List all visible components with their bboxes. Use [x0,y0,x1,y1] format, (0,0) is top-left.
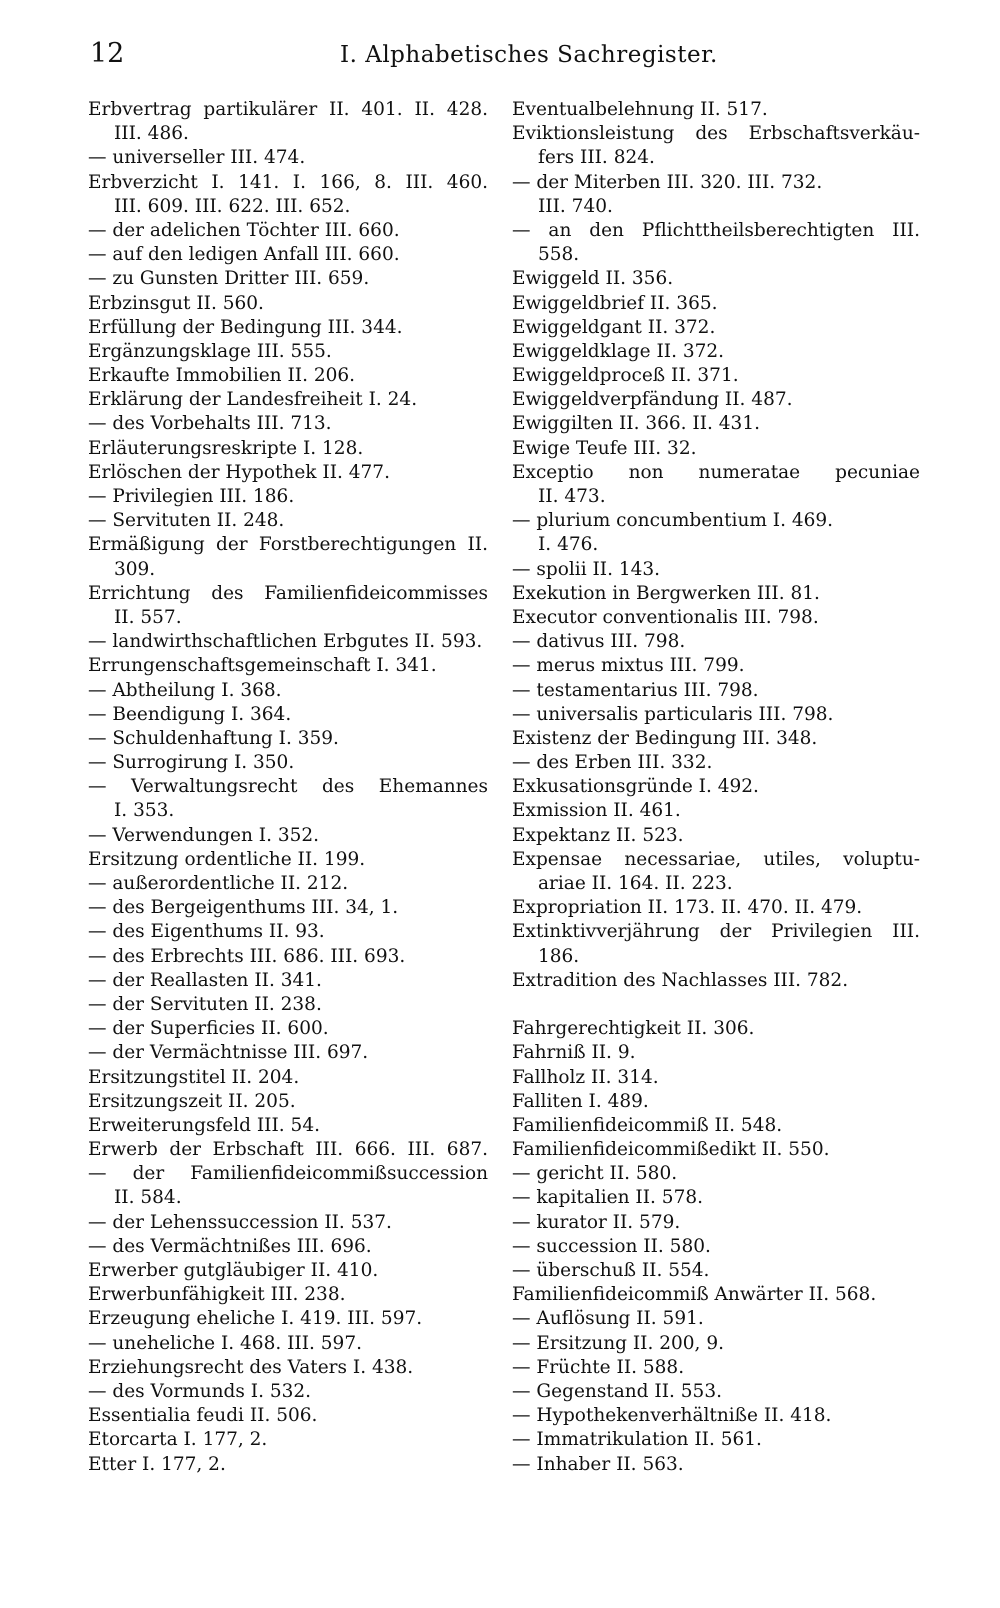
index-line: — des Eigenthums II. 93. [88,921,325,943]
index-line: Falliten I. 489. [512,1090,649,1112]
index-line: — des Bergeigenthums III. 34, 1. [88,897,399,919]
index-column-right [512,98,920,1477]
index-line: Ersitzung ordentliche II. 199. [88,848,366,870]
index-line: Exceptio non numeratae pecuniae [512,461,920,483]
index-line: 309. [114,558,156,580]
index-line: Ewiggeldverpfändung II. 487. [512,389,793,411]
index-line: Ermäßigung der Forstberechtigungen II. [88,534,488,556]
index-line: fers III. 824. [538,147,655,169]
index-line: — kapitalien II. 578. [512,1187,703,1209]
index-line: — Verwendungen I. 352. [88,824,320,846]
index-line: Erbvertrag partikulärer II. 401. II. 428. [88,99,488,120]
index-line: — Beendigung I. 364. [88,703,292,725]
index-line: — testamentarius III. 798. [512,679,759,701]
index-line: Ersitzungszeit II. 205. [88,1090,296,1112]
index-line: — der Reallasten II. 341. [88,969,322,991]
index-line: Erwerber gutgläubiger II. 410. [88,1260,379,1281]
index-line: II. 557. [114,606,182,628]
index-line: — succession II. 580. [512,1235,711,1257]
index-line: 558. [538,244,580,266]
running-title: I. Alphabetisches Sachregister. [340,42,718,68]
index-line: — des Vorbehalts III. 713. [88,413,332,435]
index-line: — auf den ledigen Anfall III. 660. [88,244,400,266]
index-line: — Inhaber II. 563. [512,1453,684,1475]
index-line: Etter I. 177, 2. [88,1453,226,1475]
index-line: Erlöschen der Hypothek II. 477. [88,461,390,483]
index-line: — des Erbrechts III. 686. III. 693. [88,945,406,967]
index-line: — merus mixtus III. 799. [512,655,745,677]
index-line: — der Lehenssuccession II. 537. [88,1211,392,1233]
index-line: — Immatrikulation II. 561. [512,1429,762,1451]
index-line: — universalis particularis III. 798. [512,703,834,725]
index-line: Erweiterungsfeld III. 54. [88,1114,320,1136]
index-line: — Verwaltungsrecht des Ehemannes [88,776,488,798]
index-line: Erwerb der Erbschaft III. 666. III. 687. [88,1139,488,1161]
index-line: Erwerbunfähigkeit III. 238. [88,1284,346,1306]
index-line: — des Vermächtnißes III. 696. [88,1235,372,1257]
index-line: I. 476. [538,534,599,556]
index-line: Ersitzungstitel II. 204. [88,1066,300,1088]
index-line: — der Servituten II. 238. [88,993,322,1015]
index-line: — zu Gunsten Dritter III. 659. [88,268,370,290]
index-line: — der adelichen Töchter III. 660. [88,219,400,241]
index-line: II. 584. [114,1187,182,1209]
page-header [0,38,1000,86]
index-line: — der Familienfideicommißsuccession [88,1163,488,1185]
index-line: Expropriation II. 173. II. 470. II. 479. [512,897,863,919]
index-line: — der Vermächtnisse III. 697. [88,1042,369,1064]
index-line: Familienfideicommißedikt II. 550. [512,1139,830,1161]
index-line: Ewiggeldklage II. 372. [512,340,725,362]
index-line: Ewiggeld II. 356. [512,268,674,290]
index-line: III. 609. III. 622. III. 652. [114,195,351,217]
index-line: — der Superficies II. 600. [88,1018,329,1040]
index-line: Exmission II. 461. [512,800,681,822]
index-line: Erklärung der Landesfreiheit I. 24. [88,389,418,411]
index-line: — uneheliche I. 468. III. 597. [88,1332,362,1354]
index-line: Erziehungsrecht des Vaters I. 438. [88,1356,414,1378]
index-line: — des Vormunds I. 532. [88,1380,312,1402]
index-line: — Ersitzung II. 200, 9. [512,1332,724,1354]
index-line: Familienfideicommiß II. 548. [512,1114,783,1136]
index-line: Fahrniß II. 9. [512,1042,636,1064]
index-line: 186. [538,945,580,967]
index-line: — außerordentliche II. 212. [88,873,349,894]
index-line: Erzeugung eheliche I. 419. III. 597. [88,1308,423,1330]
index-line: Errungenschaftsgemeinschaft I. 341. [88,655,437,677]
index-line: Executor conventionalis III. 798. [512,606,819,628]
index-line: — Privilegien III. 186. [88,486,295,507]
index-line: Ewiggeldgant II. 372. [512,316,716,338]
index-line: — dativus III. 798. [512,631,686,653]
index-line: — universeller III. 474. [88,147,306,169]
index-line: Exkusationsgründe I. 492. [512,776,759,798]
index-line: Erbzinsgut II. 560. [88,292,264,314]
index-line: Expensae necessariae, utiles, voluptu- [512,848,920,870]
index-line: — Hypothekenverhältniße II. 418. [512,1405,832,1427]
index-column-left [88,98,488,1477]
index-line: Ergänzungsklage III. 555. [88,340,332,362]
index-line: Essentialia feudi II. 506. [88,1405,318,1427]
index-line: Existenz der Bedingung III. 348. [512,727,818,749]
index-line: ariae II. 164. II. 223. [538,873,733,894]
index-line: — der Miterben III. 320. III. 732. [512,171,823,193]
index-line: — des Erben III. 332. [512,752,713,774]
index-line: — Früchte II. 588. [512,1356,685,1378]
index-line: Ewige Teufe III. 32. [512,437,697,459]
index-line: — kurator II. 579. [512,1211,681,1233]
index-line: — spolii II. 143. [512,558,661,580]
index-line: III. 486. [114,123,189,145]
index-line: Erkaufte Immobilien II. 206. [88,365,356,387]
index-line: I. 353. [114,800,175,822]
index-line: Fallholz II. 314. [512,1066,659,1088]
index-line: — Servituten II. 248. [88,510,285,532]
index-line: — Surrogirung I. 350. [88,752,295,774]
index-line: — plurium concumbentium I. 469. [512,510,834,532]
index-line: Extinktivverjährung der Privilegien III. [512,921,920,943]
index-line: — gericht II. 580. [512,1163,678,1185]
index-line: — an den Pflichttheilsberechtigten III. [512,219,920,241]
index-line: Extradition des Nachlasses III. 782. [512,969,849,991]
index-line: II. 473. [538,486,606,507]
index-line: Etorcarta I. 177, 2. [88,1429,268,1451]
index-line: — Abtheilung I. 368. [88,679,282,701]
index-line: Erbverzicht I. 141. I. 166, 8. III. 460. [88,171,488,193]
index-line: — Gegenstand II. 553. [512,1380,722,1402]
index-line: Expektanz II. 523. [512,824,684,846]
index-line: Ewiggilten II. 366. II. 431. [512,413,760,435]
page-number: 12 [90,38,125,69]
index-line: — überschuß II. 554. [512,1260,710,1282]
index-line: Ewiggeldbrief II. 365. [512,292,718,314]
index-line: Familienfideicommiß Anwärter II. 568. [512,1284,877,1306]
index-line: — Auflösung II. 591. [512,1308,704,1330]
index-line: — landwirthschaftlichen Erbgutes II. 593. [88,631,483,653]
index-line: — Schuldenhaftung I. 359. [88,727,339,749]
index-line: Ewiggeldproceß II. 371. [512,365,739,387]
index-line: Eventualbelehnung II. 517. [512,99,768,120]
index-line: Errichtung des Familienfideicommisses [88,582,488,604]
index-line: III. 740. [538,195,613,217]
index-line: Exekution in Bergwerken III. 81. [512,582,820,604]
index-line: Erfüllung der Bedingung III. 344. [88,316,403,338]
index-line: Eviktionsleistung des Erbschaftsverkäu- [512,123,920,145]
index-line: Fahrgerechtigkeit II. 306. [512,1017,755,1039]
index-line: Erläuterungsreskripte I. 128. [88,437,364,459]
